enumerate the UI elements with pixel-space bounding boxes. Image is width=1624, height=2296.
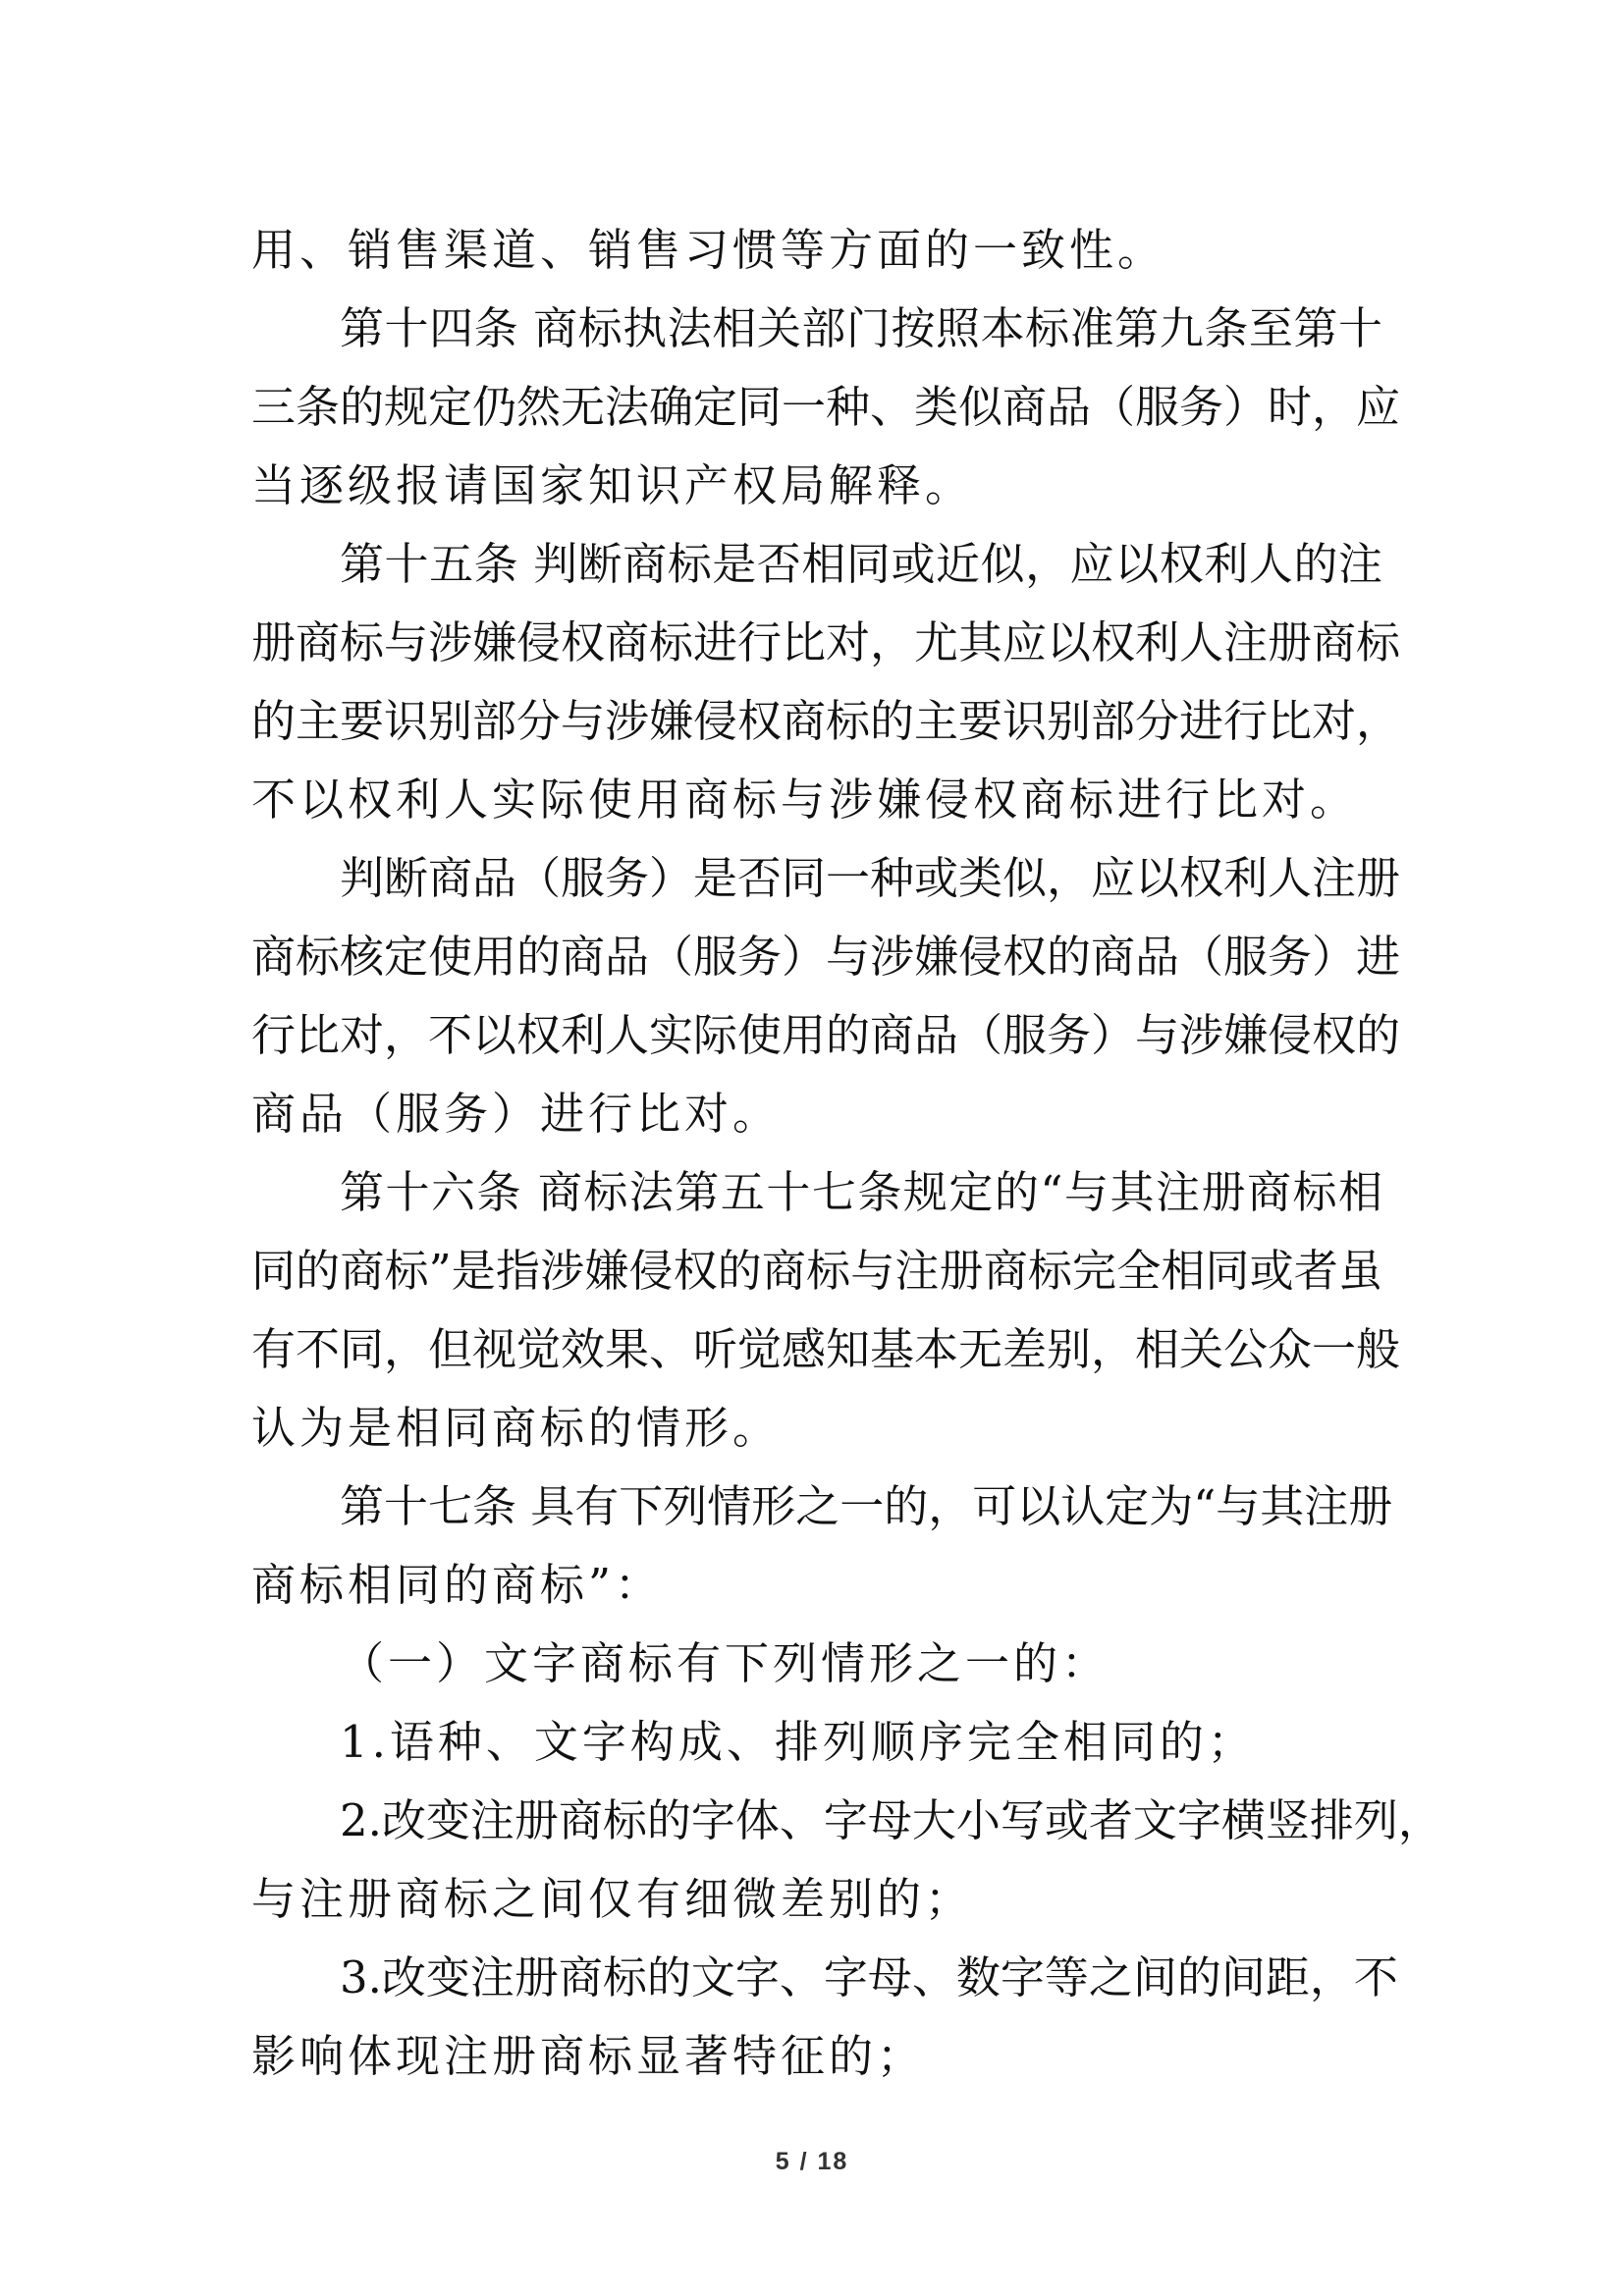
body-text	[251, 211, 1442, 2096]
text-line: 同的商标”是指涉嫌侵权的商标与注册商标完全相同或者虽	[251, 1245, 1382, 1297]
text-line: 第十七条 具有下列情形之一的，可以认定为“与其注册	[340, 1480, 1393, 1532]
text-line: 当逐级报请国家知识产权局解释。	[251, 459, 974, 511]
text-line: （一）文字商标有下列情形之一的：	[340, 1637, 1110, 1689]
text-line: 的主要识别部分与涉嫌侵权商标的主要识别部分进行比对，	[251, 695, 1401, 747]
text-line: 第十五条 判断商标是否相同或近似，应以权利人的注	[340, 538, 1382, 590]
text-line: 商品（服务）进行比对。	[251, 1088, 782, 1140]
text-line: 2.改变注册商标的字体、字母大小写或者文字横竖排列，	[340, 1794, 1442, 1846]
text-line: 册商标与涉嫌侵权商标进行比对，尤其应以权利人注册商标	[251, 616, 1401, 668]
text-line: 认为是相同商标的情形。	[251, 1402, 782, 1454]
text-line: 行比对，不以权利人实际使用的商品（服务）与涉嫌侵权的	[251, 1009, 1401, 1061]
text-line: 商标核定使用的商品（服务）与涉嫌侵权的商品（服务）进	[251, 931, 1401, 983]
text-line: 判断商品（服务）是否同一种或类似，应以权利人注册	[340, 852, 1401, 904]
text-line: 有不同，但视觉效果、听觉感知基本无差别，相关公众一般	[251, 1323, 1401, 1375]
text-line: 第十六条 商标法第五十七条规定的“与其注册商标相	[340, 1166, 1382, 1218]
page-number: 5 / 18	[775, 2148, 849, 2175]
text-line: 3.改变注册商标的文字、字母、数字等之间的间距，不	[340, 1951, 1398, 2003]
text-line: 用、销售渠道、销售习惯等方面的一致性。	[251, 224, 1166, 276]
text-line: 商标相同的商标”：	[251, 1559, 664, 1611]
text-line: 1.语种、文字构成、排列顺序完全相同的；	[340, 1716, 1256, 1768]
text-line: 与注册商标之间仅有细微差别的；	[251, 1873, 974, 1925]
text-line: 不以权利人实际使用商标与涉嫌侵权商标进行比对。	[251, 774, 1359, 826]
text-line: 影响体现注册商标显著特征的；	[251, 2030, 926, 2082]
text-line: 第十四条 商标执法相关部门按照本标准第九条至第十	[340, 302, 1382, 354]
text-line: 三条的规定仍然无法确定同一种、类似商品（服务）时，应	[251, 381, 1401, 433]
